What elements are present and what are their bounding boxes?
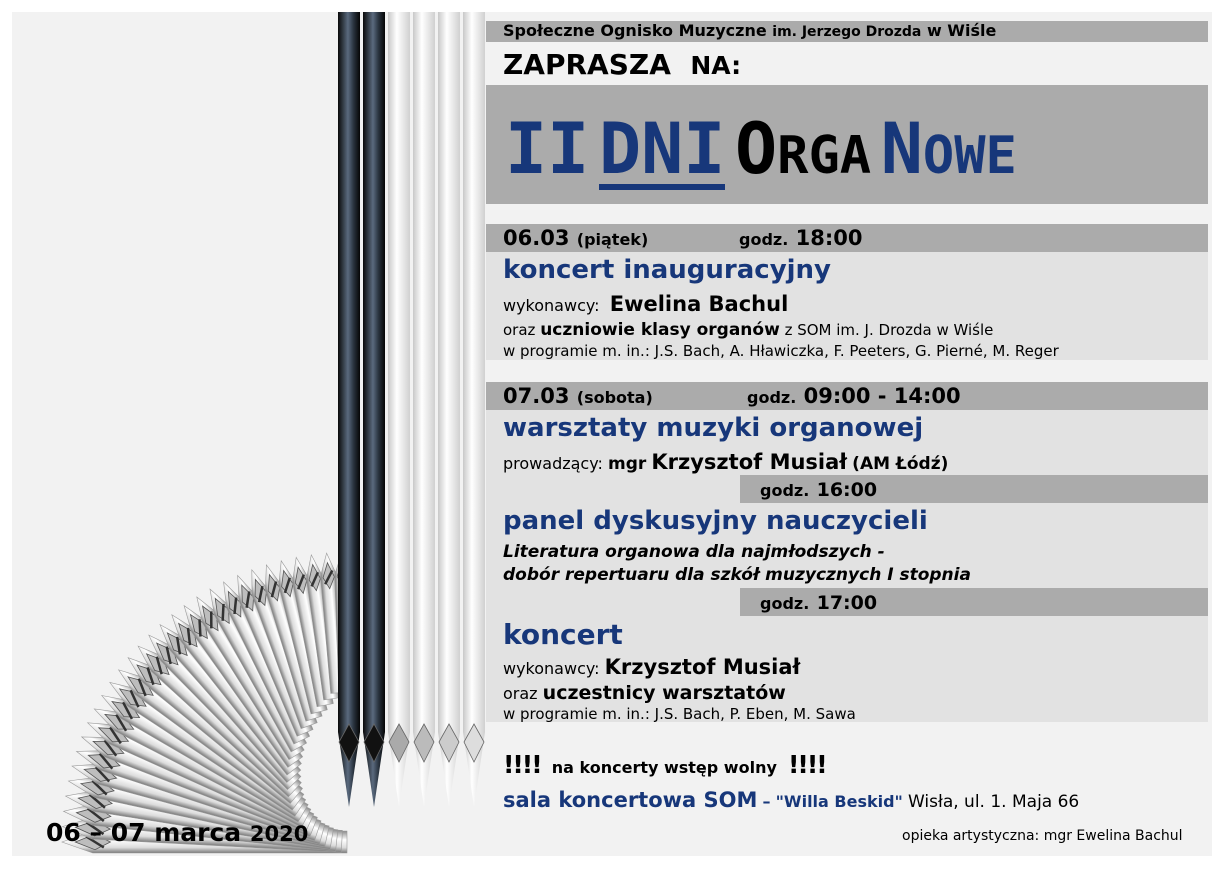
vertical-pipe (363, 12, 385, 807)
vertical-pipe (413, 12, 435, 807)
day1-date: 06.03 (piątek) (503, 226, 649, 250)
free-entry-notice: !!!! na koncerty wstęp wolny !!!! (503, 750, 826, 779)
day1-also: oraz uczniowie klasy organów z SOM im. J. Drozda w Wiśle (503, 320, 994, 340)
day2-time: godz. 09:00 - 14:00 (747, 384, 961, 408)
concert-performers: wykonawcy: Krzysztof Musiał (503, 655, 801, 679)
concert-program: w programie m. in.: J.S. Bach, P. Eben, M. Sawa (503, 705, 856, 723)
panel-time: godz. 16:00 (760, 479, 878, 501)
day1-performers: wykonawcy: Ewelina Bachul (503, 292, 789, 316)
poster (12, 12, 1212, 856)
panel-title: panel dyskusyjny nauczycieli (503, 506, 928, 536)
concert-also: oraz uczestnicy warsztatów (503, 682, 786, 704)
festival-title: II DNI ORGA NOWE (505, 108, 1017, 190)
workshop-leader: prowadzący: mgr Krzysztof Musiał (AM Łódź) (503, 450, 949, 474)
panel-topic-line2: dobór repertuaru dla szkół muzycznych I stopnia (503, 565, 971, 585)
artistic-care: opieka artystyczna: mgr Ewelina Bachul (902, 828, 1183, 844)
school-name: Społeczne Ognisko Muzyczne im. Jerzego Drozda w Wiśle (503, 21, 997, 40)
venue: sala koncertowa SOM – "Willa Beskid" Wisła, ul. 1. Maja 66 (503, 788, 1080, 812)
day2-date: 07.03 (sobota) (503, 384, 653, 408)
vertical-pipe (463, 12, 485, 807)
day1-time: godz. 18:00 (739, 226, 863, 250)
vertical-pipe (388, 12, 410, 807)
vertical-pipe (338, 12, 360, 807)
concert-time: godz. 17:00 (760, 592, 878, 614)
workshop-title: warsztaty muzyki organowej (503, 413, 924, 443)
panel-topic-line1: Literatura organowa dla najmłodszych - (503, 542, 885, 562)
invite-heading: ZAPRASZA NA: (503, 48, 742, 81)
event-dates: 06 – 07 marca 2020 (46, 818, 309, 847)
day1-program: w programie m. in.: J.S. Bach, A. Hławiczka, F. Peeters, G. Pierné, M. Reger (503, 342, 1059, 360)
concert-title: koncert (503, 618, 623, 651)
organ-pipes-illustration (12, 12, 492, 856)
day1-event-title: koncert inauguracyjny (503, 255, 832, 285)
vertical-pipe (438, 12, 460, 807)
